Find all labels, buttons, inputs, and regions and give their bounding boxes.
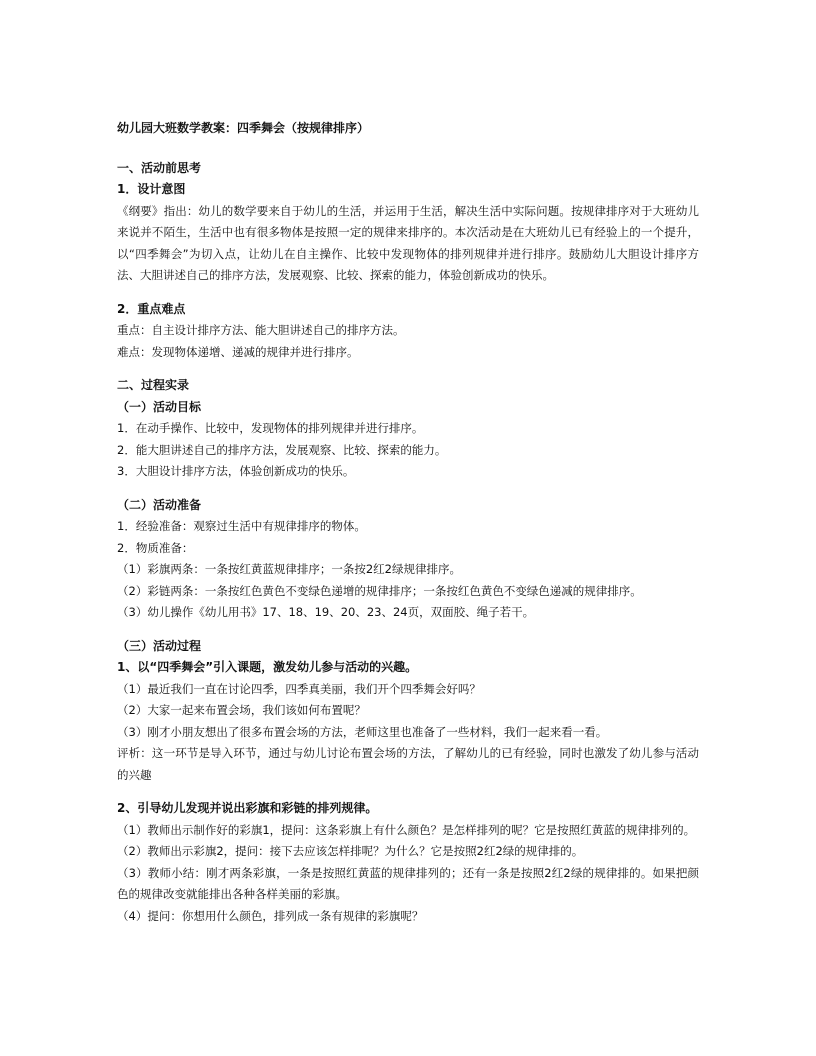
paragraph-line: 2．物质准备： [117, 540, 194, 555]
section-heading-1: 一、活动前思考 [117, 160, 202, 175]
paragraph-line: （4）提问：你想用什么颜色，排列成一条有规律的彩旗呢？ [117, 908, 424, 923]
subheading-preparation: （二）活动准备 [117, 497, 202, 512]
paragraph-line: 重点：自主设计排序方法、能大胆讲述自己的排序方法。 [117, 323, 405, 337]
step-heading-1: 1、以“四季舞会”引入课题，激发幼儿参与活动的兴趣。 [117, 660, 418, 674]
subheading-key-points: 2．重点难点 [117, 301, 186, 316]
section-heading-2: 二、过程实录 [117, 378, 190, 392]
paragraph-line: 3．大胆设计排序方法，体验创新成功的快乐。 [117, 464, 355, 478]
paragraph-line: （3）刚才小朋友想出了很多布置会场的方法，老师这里也准备了一些材料，我们一起来看一看。 [117, 724, 608, 739]
subheading-process: （三）活动过程 [117, 638, 202, 653]
paragraph-line: （1）教师出示制作好的彩旗1，提问：这条彩旗上有什么颜色？是怎样排列的呢？它是按照红黄蓝的规律排列的。 [117, 822, 696, 837]
paragraph-line: （1）最近我们一直在讨论四季，四季真美丽，我们开个四季舞会好吗？ [117, 681, 481, 696]
paragraph-line: 1．经验准备：观察过生活中有规律排序的物体。 [117, 519, 366, 533]
paragraph-line: （2）彩链两条：一条按红色黄色不变绿色递增的规律排序；一条按红色黄色不变绿色递减的规律排序。 [117, 583, 642, 598]
subheading-design-intent: 1．设计意图 [117, 182, 186, 196]
document-body [117, 118, 699, 927]
paragraph-line: 2．能大胆讲述自己的排序方法，发展观察、比较、探索的能力。 [117, 442, 447, 457]
paragraph-line: （2）大家一起来布置会场，我们该如何布置呢？ [117, 703, 366, 717]
document-title: 幼儿园大班数学教案：四季舞会（按规律排序） [117, 121, 370, 135]
paragraph-line: （3）教师小结：刚才两条彩旗，一条是按照红黄蓝的规律排列的；还有一条是按照2红2绿的规律排的。如果把颜色的规律改变就能排出各种各样美丽的彩旗。 [117, 865, 699, 901]
paragraph-line: （1）彩旗两条：一条按红黄蓝规律排序；一条按2红2绿规律排序。 [117, 562, 461, 576]
paragraph-line: （3）幼儿操作《幼儿用书》17、18、19、20、23、24页，双面胶、绳子若干。 [117, 605, 535, 619]
paragraph-line: 难点：发现物体递增、递减的规律并进行排序。 [117, 344, 359, 359]
paragraph-line: 1．在动手操作、比较中，发现物体的排列规律并进行排序。 [117, 421, 424, 435]
paragraph-comment: 评析：这一环节是导入环节，通过与幼儿讨论布置会场的方法，了解幼儿的已有经验，同时也激发了幼儿参与活动的兴趣 [117, 746, 699, 782]
paragraph-design-intent: 《纲要》指出：幼儿的数学要来自于幼儿的生活，并运用于生活，解决生活中实际问题。按规律排序对于大班幼儿来说并不陌生，生活中也有很多物体是按照一定的规律来排序的。本次活动是在大班幼儿已有经验上的一个提升，以“四季舞会”为切入点，让幼儿在自主操作、比较中发现物体的排列规律并进行排序。鼓励幼儿大胆设计排序方法、大胆讲述自己的排序方法，发展观察、比较、探索的能力，体验创新成功的快乐。 [117, 203, 699, 282]
paragraph-line: （2）教师出示彩旗2，提问：接下去应该怎样排呢？为什么？它是按照2红2绿的规律排的。 [117, 844, 584, 858]
subheading-goals: （一）活动目标 [117, 399, 202, 414]
step-heading-2: 2、引导幼儿发现并说出彩旗和彩链的排列规律。 [117, 801, 378, 815]
